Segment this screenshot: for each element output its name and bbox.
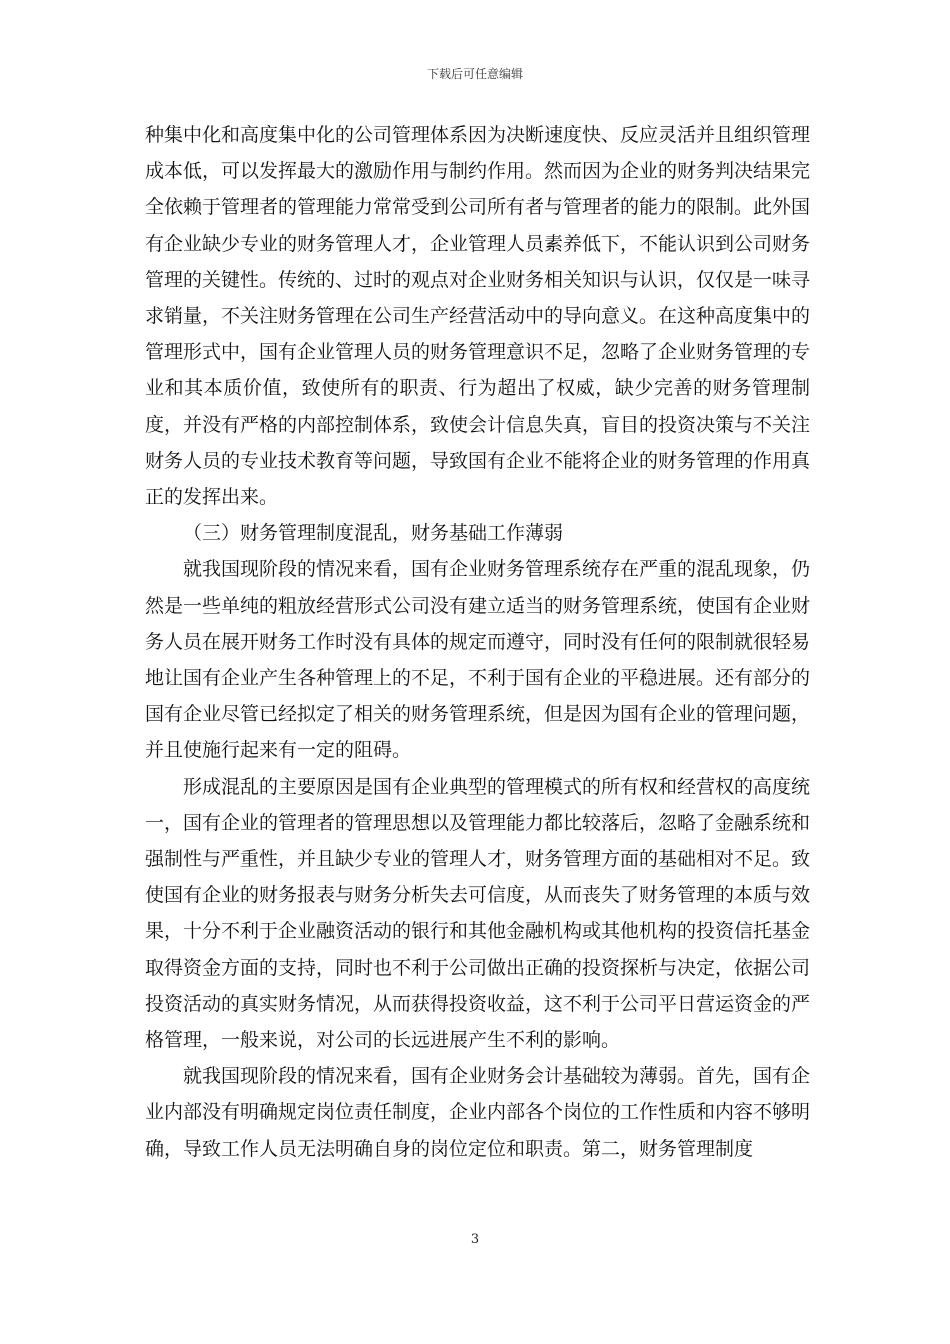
page-number: 3 — [470, 1232, 480, 1247]
body-paragraph-4: 就我国现阶段的情况来看，国有企业财务会计基础较为薄弱。首先，国有企业内部没有明确规定岗位责任制度，企业内部各个岗位的工作性质和内容不够明确，导致工作人员无法明确自身的岗位定位和职责。第二，财务管理制度 — [145, 1065, 811, 1160]
body-paragraph-1: 种集中化和高度集中化的公司管理体系因为决断速度快、反应灵活并且组织管理成本低，可以发挥最大的激励作用与制约作用。然而因为企业的财务判决结果完全依赖于管理者的管理能力常常受到公司所有者与管理者的能力的限制。此外国有企业缺少专业的财务管理人才，企业管理人员素养低下，不能认识到公司财务管理的关键性。传统的、过时的观点对企业财务相关知识与认识，仅仅是一味寻求销量，不关注财务管理在公司生产经营活动中的导向意义。在这种高度集中的管理形式中，国有企业管理人员的财务管理意识不足，忽略了企业财务管理的专业和其本质价值，致使所有的职责、行为超出了权威，缺少完善的财务管理制度，并没有严格的内部控制体系，致使会计信息失真，盲目的投资决策与不关注财务人员的专业技术教育等问题，导致国有企业不能将企业的财务管理的作用真正的发挥出来。 — [145, 124, 811, 509]
section-heading: （三）财务管理制度混乱，财务基础工作薄弱 — [183, 522, 564, 545]
body-paragraph-2: 就我国现阶段的情况来看，国有企业财务管理系统存在严重的混乱现象，仍然是一些单纯的粗放经营形式公司没有建立适当的财务管理系统，使国有企业财务人员在展开财务工作时没有具体的规定而遵守，同时没有任何的限制就很轻易地让国有企业产生各种管理上的不足，不利于国有企业的平稳进展。还有部分的国有企业尽管已经拟定了相关的财务管理系统，但是因为国有企业的管理问题，并且使施行起来有一定的阻碍。 — [145, 558, 811, 762]
body-paragraph-3: 形成混乱的主要原因是国有企业典型的管理模式的所有权和经营权的高度统一，国有企业的管理者的管理思想以及管理能力都比较落后，忽略了金融系统和强制性与严重性，并且缺少专业的管理人才，财务管理方面的基础相对不足。致使国有企业的财务报表与财务分析失去可信度，从而丧失了财务管理的本质与效果，十分不利于企业融资活动的银行和其他金融机构或其他机构的投资信托基金取得资金方面的支持，同时也不利于公司做出正确的投资探析与决定，依据公司投资活动的真实财务情况，从而获得投资收益，这不利于公司平日营运资金的严格管理，一般来说，对公司的长远进展产生不利的影响。 — [145, 775, 811, 1052]
document-body — [145, 117, 810, 1167]
page-header-note: 下载后可任意编辑 — [426, 67, 523, 81]
